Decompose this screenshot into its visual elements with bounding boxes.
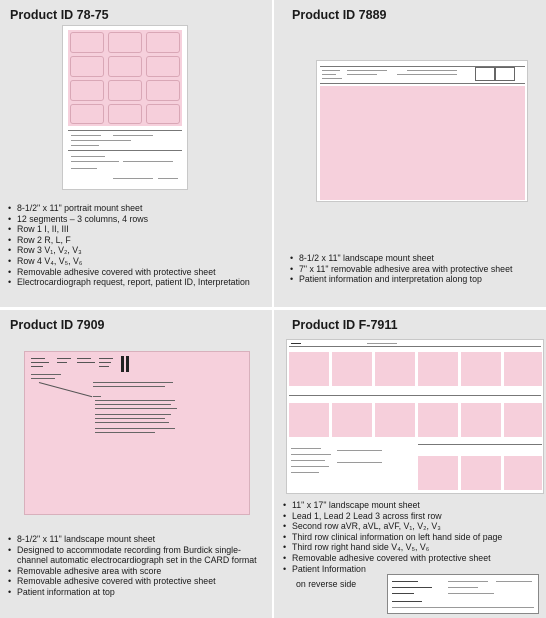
ecg-segment	[108, 56, 142, 77]
lead-segment	[504, 352, 542, 386]
form-text-line	[31, 374, 61, 375]
form-text-line	[158, 178, 178, 179]
form-rule	[68, 130, 182, 131]
ecg-segment	[70, 32, 104, 53]
form-text-line	[113, 135, 153, 136]
form-text-line	[71, 168, 97, 169]
feature-list	[283, 500, 545, 574]
form-text-line	[392, 581, 418, 582]
form-text-line	[392, 593, 414, 594]
form-text-line	[322, 78, 342, 79]
form-text-line	[71, 156, 105, 157]
info-grid-box	[475, 67, 495, 81]
lead-segment	[461, 456, 501, 490]
ecg-segment	[146, 56, 180, 77]
form-text-line	[337, 462, 382, 463]
lead-segment	[418, 403, 458, 437]
form-rule	[418, 444, 542, 445]
feature-item: • Patient information at top	[8, 587, 270, 598]
ecg-segment	[108, 32, 142, 53]
form-text-line	[95, 400, 175, 401]
form-text-line	[95, 428, 175, 429]
form-text-line	[95, 404, 171, 405]
ecg-segment	[70, 56, 104, 77]
ledger-mount-sheet-thumbnail	[286, 339, 544, 494]
registration-mark	[121, 356, 124, 372]
feature-item: • 12 segments – 3 columns, 4 rows	[8, 214, 268, 225]
form-text-line	[57, 358, 71, 359]
form-text-line	[93, 396, 101, 397]
form-text-line	[71, 135, 101, 136]
feature-item: • Removable adhesive covered with protective sheet	[8, 576, 270, 587]
form-rule	[392, 607, 534, 608]
ecg-segment	[146, 80, 180, 101]
feature-item: • Row 2 R, L, F	[8, 235, 268, 246]
form-text-line	[291, 472, 319, 473]
form-text-line	[322, 74, 336, 75]
patient-info-form-thumbnail	[387, 574, 539, 614]
form-text-line	[71, 140, 131, 141]
feature-item: • Lead 1, Lead 2 Lead 3 across first row	[283, 511, 545, 522]
feature-item: • 7" x 11" removable adhesive area with protective sheet	[290, 264, 542, 275]
feature-item: • Patient information and interpretation along top	[290, 274, 542, 285]
score-line	[39, 382, 92, 397]
feature-list	[8, 203, 268, 288]
form-text-line	[71, 145, 99, 146]
feature-list	[290, 253, 542, 285]
form-text-line	[448, 581, 488, 582]
lead-segment	[418, 352, 458, 386]
lead-segment	[289, 352, 329, 386]
lead-segment	[332, 352, 372, 386]
ecg-segment	[108, 104, 142, 124]
form-text-line	[322, 70, 340, 71]
form-text-line	[31, 366, 43, 367]
form-text-line	[95, 432, 155, 433]
product-panel-f-7911	[274, 310, 546, 618]
form-text-line	[71, 161, 119, 162]
form-text-line	[113, 178, 153, 179]
form-text-line	[392, 587, 432, 588]
removable-adhesive-area	[320, 86, 525, 200]
feature-item: • Row 4 V₄, V₅, V₆	[8, 256, 268, 267]
form-text-line	[93, 382, 173, 383]
feature-list	[8, 534, 270, 598]
product-panel-7909	[0, 310, 272, 618]
product-title: Product ID 7909	[10, 318, 105, 332]
landscape-mount-sheet-thumbnail	[316, 60, 528, 202]
form-text-line	[99, 362, 111, 363]
portrait-mount-sheet-thumbnail	[62, 25, 188, 190]
form-text-line	[95, 408, 177, 409]
form-text-line	[448, 587, 478, 588]
form-text-line	[337, 450, 382, 451]
lead-segment	[418, 456, 458, 490]
product-panel-7889	[274, 0, 546, 307]
ecg-segment	[108, 80, 142, 101]
form-rule	[68, 150, 182, 151]
form-text-line	[347, 70, 387, 71]
feature-item: • 8-1/2" x 11" landscape mount sheet	[8, 534, 270, 545]
form-text-line	[347, 74, 377, 75]
form-text-line	[31, 378, 55, 379]
lead-segment	[289, 403, 329, 437]
info-grid-box	[495, 67, 515, 81]
burdick-card-mount-sheet-thumbnail	[24, 351, 250, 515]
lead-segment	[504, 403, 542, 437]
feature-item: • Removable adhesive area with score	[8, 566, 270, 577]
ecg-segment	[146, 104, 180, 124]
feature-item: • Patient Information	[283, 564, 545, 575]
form-text-line	[95, 422, 169, 423]
feature-item: • Third row clinical information on left hand side of page	[283, 532, 545, 543]
form-text-line	[123, 161, 173, 162]
form-text-line	[291, 343, 301, 344]
form-text-line	[31, 362, 49, 363]
form-text-line	[392, 601, 422, 602]
lead-segment	[375, 403, 415, 437]
form-text-line	[407, 70, 457, 71]
feature-item: • 8-1/2 x 11" landscape mount sheet	[290, 253, 542, 264]
form-text-line	[57, 362, 67, 363]
form-text-line	[291, 460, 325, 461]
feature-item: • 11" x 17" landscape mount sheet	[283, 500, 545, 511]
ecg-segment	[70, 104, 104, 124]
form-text-line	[291, 454, 331, 455]
feature-item: • Designed to accommodate recording from Burdick single-channel automatic electrocardiograph set in the CARD format	[8, 545, 270, 566]
form-text-line	[95, 414, 171, 415]
form-text-line	[31, 358, 45, 359]
feature-item: • Removable adhesive covered with protective sheet	[283, 553, 545, 564]
form-text-line	[367, 343, 397, 344]
feature-note: on reverse side	[296, 579, 357, 589]
form-text-line	[77, 362, 95, 363]
lead-segment	[375, 352, 415, 386]
form-text-line	[93, 386, 165, 387]
form-text-line	[95, 418, 165, 419]
feature-item: • 8-1/2" x 11" portrait mount sheet	[8, 203, 268, 214]
lead-segment	[461, 352, 501, 386]
feature-item: • Second row aVR, aVL, aVF, V₁, V₂, V₃	[283, 521, 545, 532]
lead-segment	[332, 403, 372, 437]
product-panel-78-75	[0, 0, 272, 307]
product-title: Product ID 78-75	[10, 8, 109, 22]
form-text-line	[291, 448, 321, 449]
lead-segment	[461, 403, 501, 437]
product-title: Product ID 7889	[292, 8, 387, 22]
ecg-segment	[146, 32, 180, 53]
product-title: Product ID F-7911	[292, 318, 398, 332]
ecg-segment	[70, 80, 104, 101]
lead-segment	[504, 456, 542, 490]
registration-mark	[126, 356, 129, 372]
form-rule	[289, 346, 541, 347]
form-text-line	[99, 366, 109, 367]
form-text-line	[397, 74, 457, 75]
feature-item: • Row 3 V₁, V₂, V₃	[8, 245, 268, 256]
form-text-line	[496, 581, 532, 582]
form-rule	[320, 83, 525, 84]
form-text-line	[448, 593, 494, 594]
feature-item: • Electrocardiograph request, report, patient ID, Interpretation	[8, 277, 268, 288]
form-text-line	[99, 358, 113, 359]
form-text-line	[77, 358, 91, 359]
form-text-line	[291, 466, 329, 467]
feature-item: • Third row right hand side V₄, V₅, V₆	[283, 542, 545, 553]
feature-item: • Row 1 I, II, III	[8, 224, 268, 235]
form-rule	[289, 395, 541, 396]
feature-item: • Removable adhesive covered with protective sheet	[8, 267, 268, 278]
